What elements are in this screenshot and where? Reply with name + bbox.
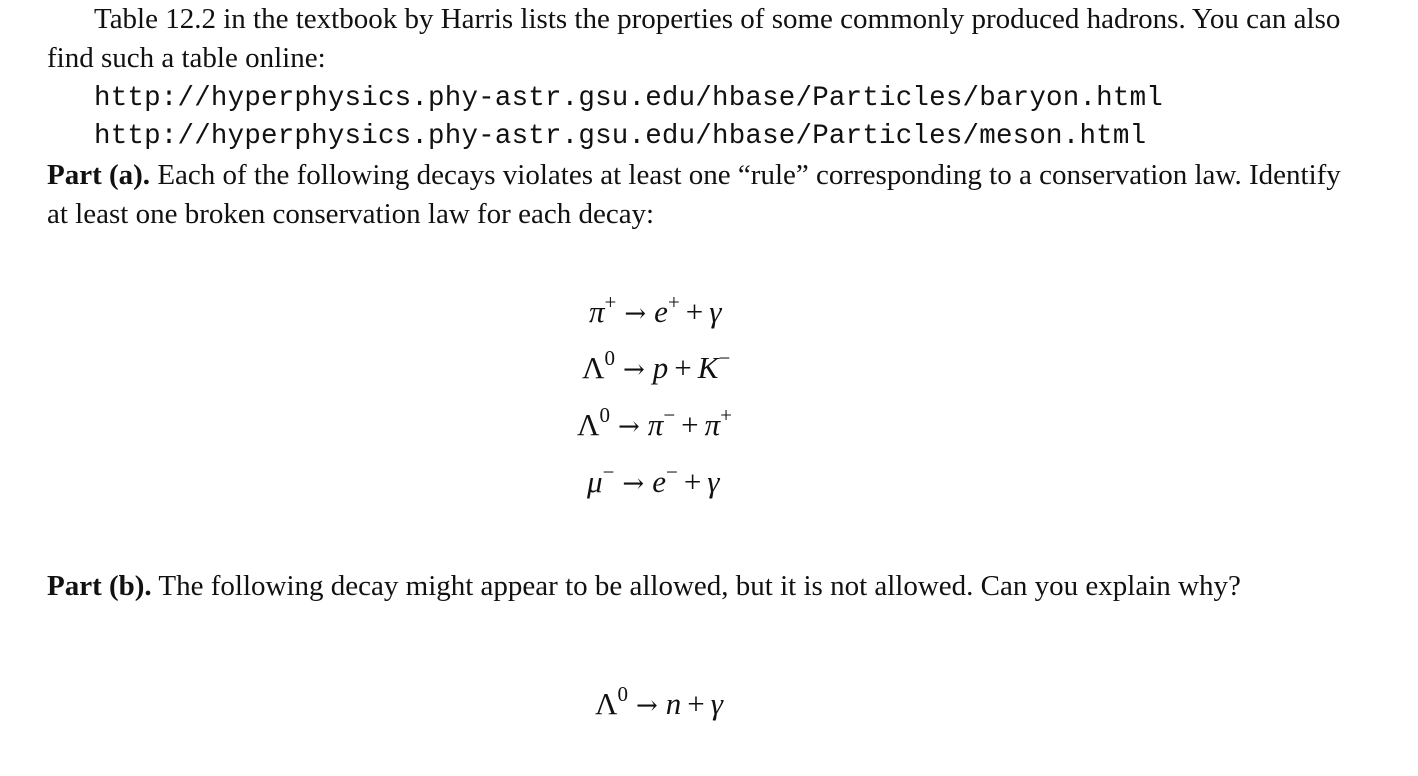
- part-a-text: Each of the following decays violates at least one “rule” corresponding to a conservation law. Identify at least one broken conservation law for each decay:: [47, 159, 1341, 230]
- url-list: [94, 80, 1347, 156]
- document-body: [47, 0, 1347, 721]
- decay-equation-b: $\Lambda^0 \to n + \gamma$: [595, 682, 723, 721]
- url-baryon-link[interactable]: http://hyperphysics.phy-astr.gsu.edu/hbase/Particles/baryon.html: [94, 83, 1163, 114]
- part-b-label: Part (b).: [47, 570, 152, 602]
- part-a-paragraph: [47, 156, 1347, 234]
- decay-equation-3: $\Lambda^0 \to \pi^- + \pi^+$: [577, 403, 733, 442]
- part-a-equations: [47, 290, 1347, 499]
- part-a-label: Part (a).: [47, 159, 151, 191]
- decay-equation-4: μ− → e− + γ: [587, 460, 720, 499]
- part-b-text: The following decay might appear to be allowed, but it is not allowed. Can you explain why?: [151, 570, 1241, 602]
- decay-equation-2: $\Lambda^0 \to p + K^-$: [582, 346, 731, 385]
- url-meson-link[interactable]: http://hyperphysics.phy-astr.gsu.edu/hbase/Particles/meson.html: [94, 121, 1147, 152]
- decay-equation-1: π+ → e+ + γ: [589, 290, 722, 329]
- part-b-paragraph: [47, 567, 1241, 606]
- intro-paragraph: Table 12.2 in the textbook by Harris lists the properties of some commonly produced hadrons. You can also find such a table online:: [47, 3, 1341, 74]
